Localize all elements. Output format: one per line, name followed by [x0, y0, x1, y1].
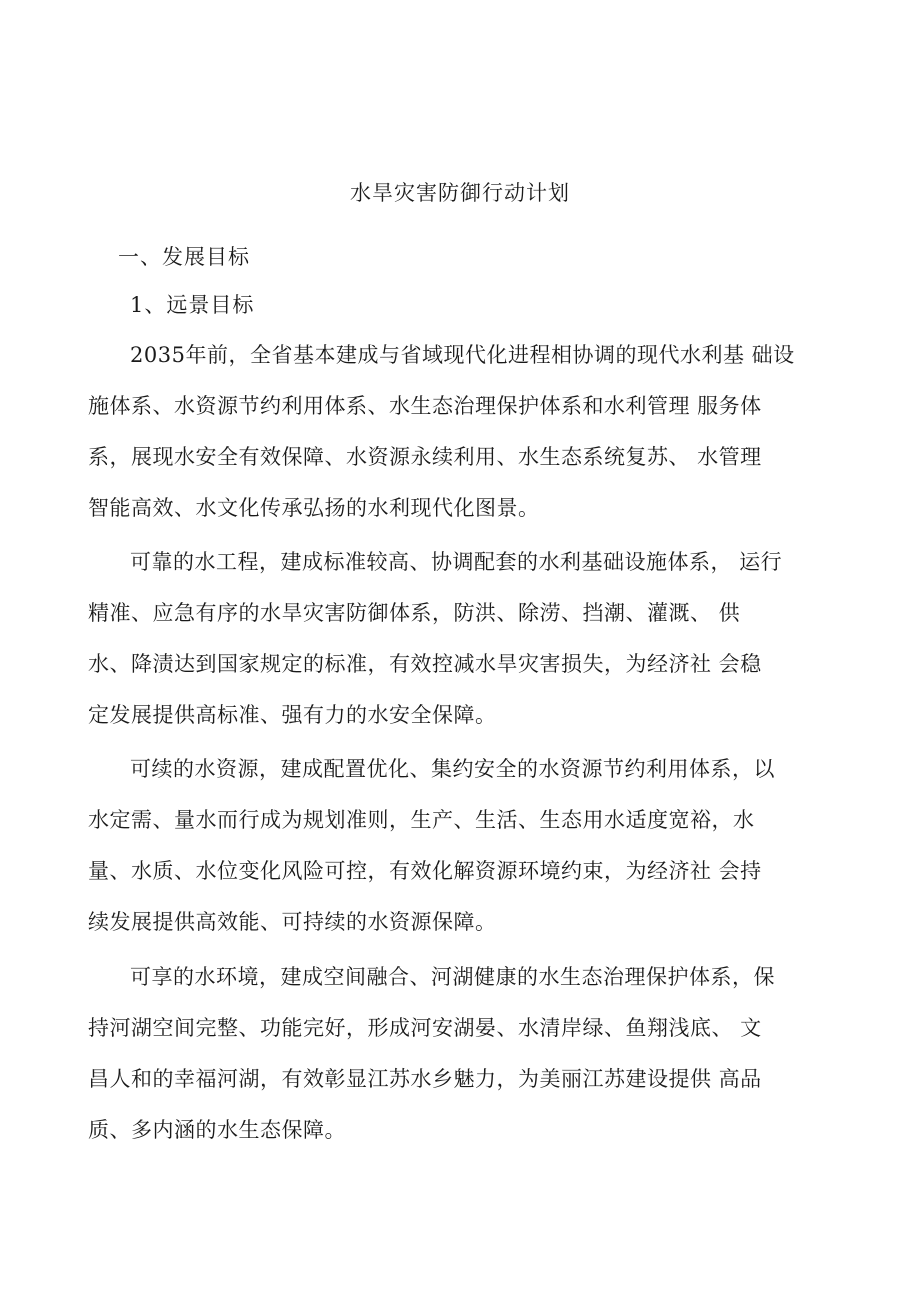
paragraph-1-line-3: 系，展现水安全有效保障、水资源永续利用、水生态系统复苏、 水管理	[88, 445, 762, 469]
paragraph-4-line-3: 昌人和的幸福河湖，有效彰显江苏水乡魅力，为美丽江苏建设提供 高品	[88, 1067, 762, 1091]
paragraph-3-line-2: 水定需、量水而行成为规划准则，生产、生活、生态用水适度宽裕，水	[88, 808, 755, 832]
paragraph-4-line-1: 可享的水环境，建成空间融合、河湖健康的水生态治理保护体系，保	[130, 965, 775, 989]
paragraph-4-line-4: 质、多内涵的水生态保障。	[88, 1118, 346, 1142]
paragraph-1-line-2: 施体系、水资源节约利用体系、水生态治理保护体系和水利管理 服务体	[88, 394, 762, 418]
paragraph-3-line-4: 续发展提供高效能、可持续的水资源保障。	[88, 910, 497, 934]
paragraph-2-line-4: 定发展提供高标准、强有力的水安全保障。	[88, 703, 497, 727]
section-heading: 一、发展目标	[118, 245, 250, 269]
paragraph-2-line-2: 精准、应急有序的水旱灾害防御体系，防洪、除涝、挡潮、灌溉、 供	[88, 601, 741, 625]
paragraph-1-line-4: 智能高效、水文化传承弘扬的水利现代化图景。	[88, 496, 540, 520]
document-title: 水旱灾害防御行动计划	[350, 181, 570, 205]
subsection-heading: 1、远景目标	[130, 293, 255, 317]
paragraph-2-line-3: 水、降渍达到国家规定的标准，有效控减水旱灾害损失，为经济社 会稳	[88, 652, 762, 676]
paragraph-3-line-1: 可续的水资源，建成配置优化、集约安全的水资源节约利用体系，以	[130, 757, 775, 781]
paragraph-3-line-3: 量、水质、水位变化风险可控，有效化解资源环境约束，为经济社 会持	[88, 859, 762, 883]
paragraph-4-line-2: 持河湖空间完整、功能完好，形成河安湖晏、水清岸绿、鱼翔浅底、 文	[88, 1016, 762, 1040]
paragraph-2-line-1: 可靠的水工程，建成标准较高、协调配套的水利基础设施体系， 运行	[130, 550, 783, 574]
paragraph-1-line-1: 2035年前，全省基本建成与省域现代化进程相协调的现代水利基 础设	[130, 343, 795, 367]
